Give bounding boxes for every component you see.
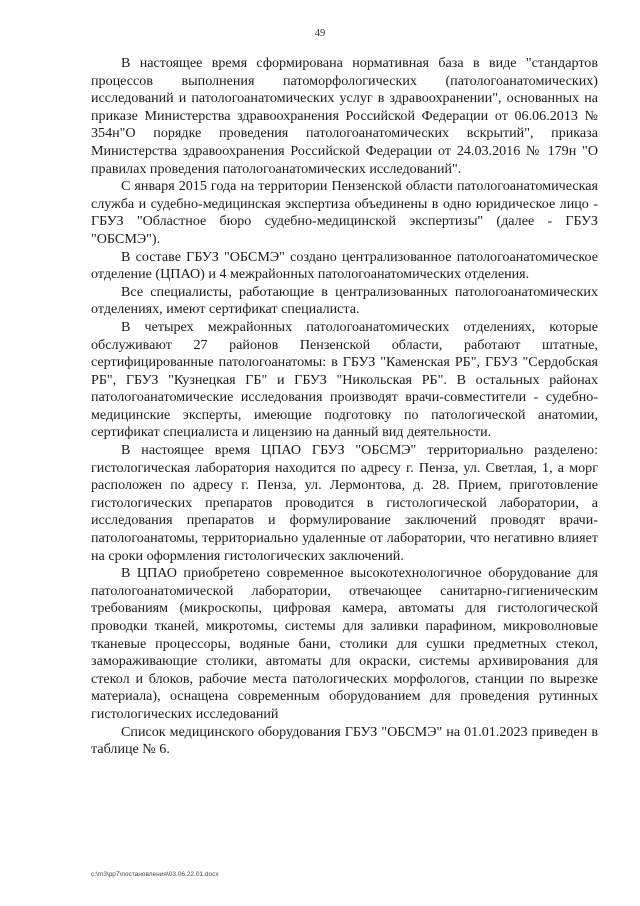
paragraph-certification: Все специалисты, работающие в централизованных патологоанатомических отделениях, имеют сертификат специалиста. [91,283,598,318]
paragraph-equipment: В ЦПАО приобретено современное высокотехнологичное оборудование для патологоанатомической лаборатории, отвечающее санитарно-гигиеническим требованиям (микроскопы, цифровая камера, автоматы для гистологической проводки тканей, микротомы, системы для заливки парафином, микроволновые тканевые процессоры, водяные бани, столики для сушки предметных стекол, замораживающие столики, автоматы для окраски, системы архивирования для стекол и блоков, рабочие места патологических морфологов, станции по вырезке материала), оснащена современным оборудованием для проведения рутинных гистологических исследований [91,565,598,722]
paragraph-cpao-structure: В составе ГБУЗ "ОБСМЭ" создано централизованное патологоанатомическое отделение (ЦПАО) и 4 межрайонных патологоанатомических отделения. [91,248,598,283]
file-path-footer: c:\m3\pp7\постановления\03.06.22.01.docx [91,871,219,878]
page-number: 49 [314,28,326,39]
paragraph-equipment-list-reference: Список медицинского оборудования ГБУЗ "ОБСМЭ" на 01.01.2023 приведен в таблице № 6. [91,723,598,758]
paragraph-normative-base: В настоящее время сформирована нормативная база в виде "стандартов процессов выполнения патоморфологических (патологоанатомических) исследований и патологоанатомических услуг в здравоохранении", основанных на приказе Министерства здравоохранения Российской Федерации от 06.06.2013 № 354н"О порядке проведения патологоанатомических вскрытий", приказа Министерства здравоохранения Российской Федерации от 24.03.2016 № 179н "О правилах проведения патологоанатомических исследований". [91,55,598,177]
document-body [91,55,598,759]
paragraph-service-merger: С января 2015 года на территории Пензенской области патологоанатомическая служба и судебно-медицинская экспертиза объединены в одно юридическое лицо - ГБУЗ "Областное бюро судебно-медицинской экспертизы" (далее - ГБУЗ "ОБСМЭ"). [91,178,598,247]
paragraph-territorial-division: В настоящее время ЦПАО ГБУЗ "ОБСМЭ" территориально разделено: гистологическая лаборатория находится по адресу г. Пенза, ул. Светлая, 1, а морг расположен по адресу г. Пенза, ул. Лермонтова, д. 28. Прием, приготовление гистологических препаратов проводится в гистологической лаборатории, а исследования препаратов и формулирование заключений проводят врачи-патологоанатомы, территориально удаленные от лаборатории, что негативно влияет на сроки оформления гистологических заключений. [91,442,598,564]
paragraph-interdistrict-departments: В четырех межрайонных патологоанатомических отделениях, которые обслуживают 27 районов Пензенской области, работают штатные, сертифицированные патологоанатомы: в ГБУЗ "Каменская РБ", ГБУЗ "Сердобская РБ", ГБУЗ "Кузнецкая ГБ" и ГБУЗ "Никольская РБ". В остальных районах патологоанатомические исследования производят врачи-совместители - судебно-медицинские эксперты, имеющие подготовку по патологической анатомии, сертификат специалиста и лицензию на данный вид деятельности. [91,318,598,441]
